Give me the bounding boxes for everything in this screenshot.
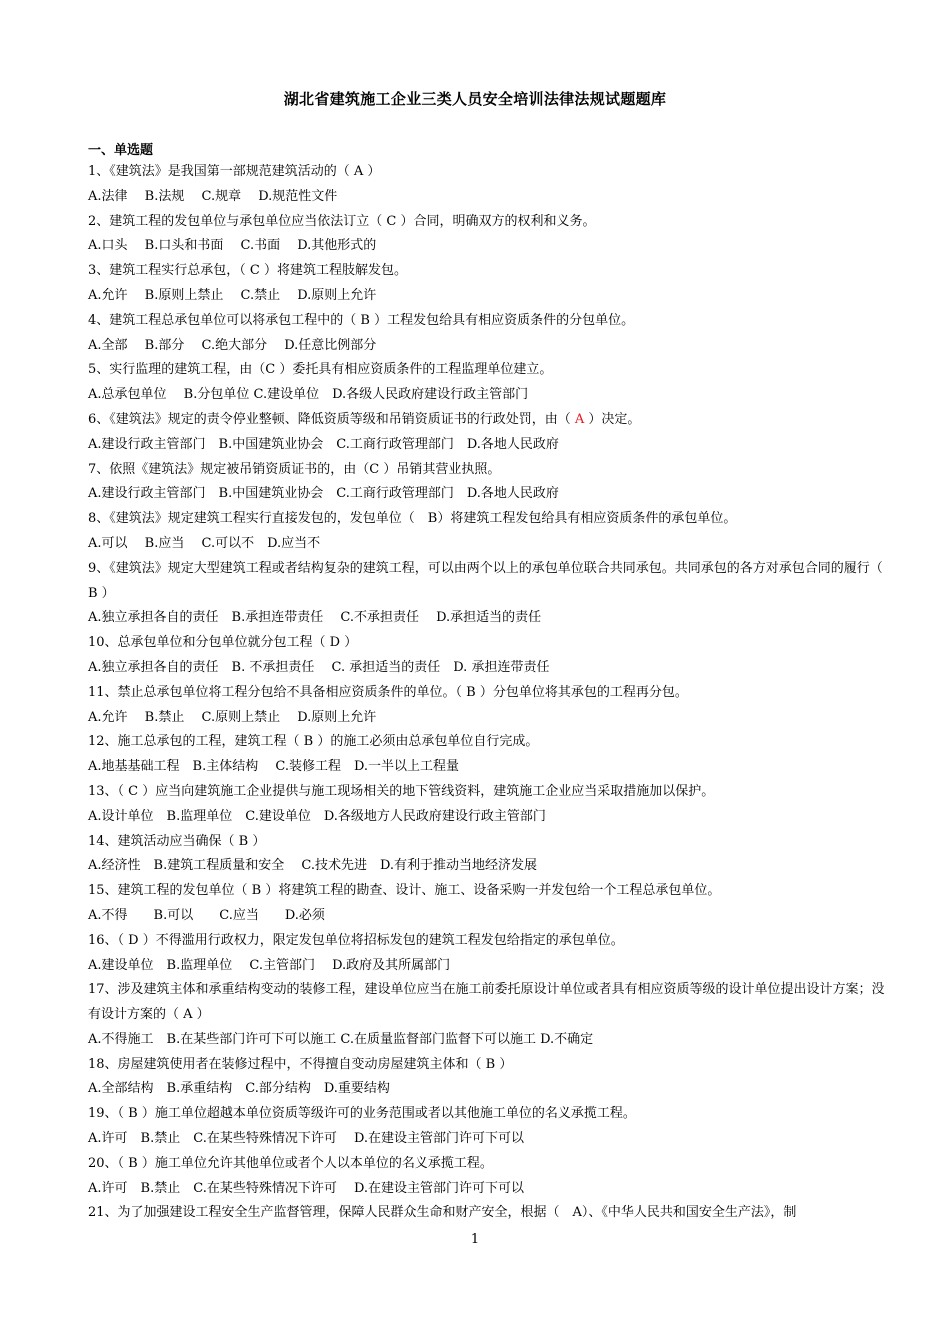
question-text: 1、《建筑法》是我国第一部规范建筑活动的（ A ） xyxy=(88,164,381,179)
options-line: A.许可 B.禁止 C.在某些特殊情况下许可 D.在建设主管部门许可下可以 xyxy=(88,1180,525,1196)
question-text: 15、建筑工程的发包单位（ B ）将建筑工程的勘查、设计、施工、设备采购一并发包给一个工程总承包单位。 xyxy=(88,883,721,899)
question-text: 13、（ C ）应当向建筑施工企业提供与施工现场相关的地下管线资料，建筑施工企业应当采取措施加以保护。 xyxy=(88,783,715,799)
options-line: A.独立承担各自的责任 B.承担连带责任 C.不承担责任 D.承担适当的责任 xyxy=(88,610,542,626)
question-text: 8、《建筑法》规定建筑工程实行直接发包的，发包单位（ B）将建筑工程发包给具有相应资质条件的承包单位。 xyxy=(88,511,737,527)
page-number: 1 xyxy=(470,1232,480,1247)
options-line: A.不得施工 B.在某些部门许可下可以施工 C.在质量监督部门监督下可以施工 D.不确定 xyxy=(88,1031,594,1047)
options-line: A.许可 B.禁止 C.在某些特殊情况下许可 D.在建设主管部门许可下可以 xyxy=(88,1131,525,1147)
question-text: 14、建筑活动应当确保（ B ） xyxy=(88,833,266,849)
options-line: A.允许 B.禁止 C.原则上禁止 D.原则上允许 xyxy=(88,709,377,725)
options-line: A.全部结构 B.承重结构 C.部分结构 D.重要结构 xyxy=(88,1081,390,1097)
question-text: 10、总承包单位和分包单位就分包工程（ D ） xyxy=(88,635,358,651)
document-title: 湖北省建筑施工企业三类人员安全培训法律法规试题题库 xyxy=(283,90,667,108)
question-text: 7、依照《建筑法》规定被吊销资质证书的，由（C ）吊销其营业执照。 xyxy=(88,461,501,477)
options-line: A.总承包单位 B.分包单位 C.建设单位 D.各级人民政府建设行政主管部门 xyxy=(88,387,529,403)
options-line: A.法律 B.法规 C.规章 D.规范性文件 xyxy=(88,188,338,204)
question-text: 5、实行监理的建筑工程，由（C ）委托具有相应资质条件的工程监理单位建立。 xyxy=(88,362,553,378)
question-text: 12、施工总承包的工程，建筑工程（ B ）的施工必须由总承包单位自行完成。 xyxy=(88,734,539,750)
options-line: A.建设行政主管部门 B.中国建筑业协会 C.工商行政管理部门 D.各地人民政府 xyxy=(88,436,559,452)
question-text: 19、（ B ）施工单位超越本单位资质等级许可的业务范围或者以其他施工单位的名义承揽工程。 xyxy=(88,1106,636,1122)
options-line: A.地基基础工程 B.主体结构 C.装修工程 D.一半以上工程量 xyxy=(88,759,460,775)
options-line: A.允许 B.原则上禁止 C.禁止 D.原则上允许 xyxy=(88,287,377,303)
options-line: A.不得 B.可以 C.应当 D.必须 xyxy=(88,907,325,923)
question-text: 2、建筑工程的发包单位与承包单位应当依法订立（ C ）合同，明确双方的权利和义务。 xyxy=(88,213,596,229)
question-text: 16、（ D ）不得滥用行政权力，限定发包单位将招标发包的建筑工程发包给指定的承包单位。 xyxy=(88,932,624,948)
options-line: A.建设行政主管部门 B.中国建筑业协会 C.工商行政管理部门 D.各地人民政府 xyxy=(88,486,559,502)
question-list xyxy=(88,160,893,1226)
options-line: A.设计单位 B.监理单位 C.建设单位 D.各级地方人民政府建设行政主管部门 xyxy=(88,808,546,824)
options-line: A.独立承担各自的责任 B. 不承担责任 C. 承担适当的责任 D. 承担连带责任 xyxy=(88,659,550,675)
question-text: 17、涉及建筑主体和承重结构变动的装修工程，建设单位应当在施工前委托原设计单位或者具有相应资质等级的设计单位提出设计方案；没有设计方案的（ A ） xyxy=(88,982,885,1023)
options-line: A.经济性 B.建筑工程质量和安全 C.技术先进 D.有利于推动当地经济发展 xyxy=(88,858,538,874)
question-text xyxy=(88,408,893,433)
question-text: 9、《建筑法》规定大型建筑工程或者结构复杂的建筑工程，可以由两个以上的承包单位联合共同承包。共同承包的各方对承包合同的履行（ B ） xyxy=(88,560,883,601)
section-heading: 一、单选题 xyxy=(88,143,154,158)
question-text: 18、房屋建筑使用者在装修过程中，不得擅自变动房屋建筑主体和（ B ） xyxy=(88,1056,513,1072)
options-line: A.全部 B.部分 C.绝大部分 D.任意比例部分 xyxy=(88,337,377,353)
question-text: 11、禁止总承包单位将工程分包给不具备相应资质条件的单位。（ B ）分包单位将其承包的工程再分包。 xyxy=(88,684,688,700)
question-text: 3、建筑工程实行总承包，（ C ）将建筑工程肢解发包。 xyxy=(88,263,407,279)
highlighted-answer: A xyxy=(574,411,585,427)
question-6-suffix: ）决定。 xyxy=(584,411,641,427)
question-text: 21、为了加强建设工程安全生产监督管理，保障人民群众生命和财产安全，根据（ A）、《中华人民共和国安全生产法》，制 xyxy=(88,1205,797,1221)
question-text: 4、建筑工程总承包单位可以将承包工程中的（ B ）工程发包给具有相应资质条件的分包单位。 xyxy=(88,312,635,328)
question-text: 20、（ B ）施工单位允许其他单位或者个人以本单位的名义承揽工程。 xyxy=(88,1155,493,1171)
options-line: A.建设单位 B.监理单位 C.主管部门 D.政府及其所属部门 xyxy=(88,957,451,973)
question-6-prefix: 6、《建筑法》规定的责令停业整顿、降低资质等级和吊销资质证书的行政处罚，由（ xyxy=(88,411,575,427)
options-line: A.口头 B.口头和书面 C.书面 D.其他形式的 xyxy=(88,238,377,254)
options-line: A.可以 B.应当 C.可以不 D.应当不 xyxy=(88,535,321,551)
